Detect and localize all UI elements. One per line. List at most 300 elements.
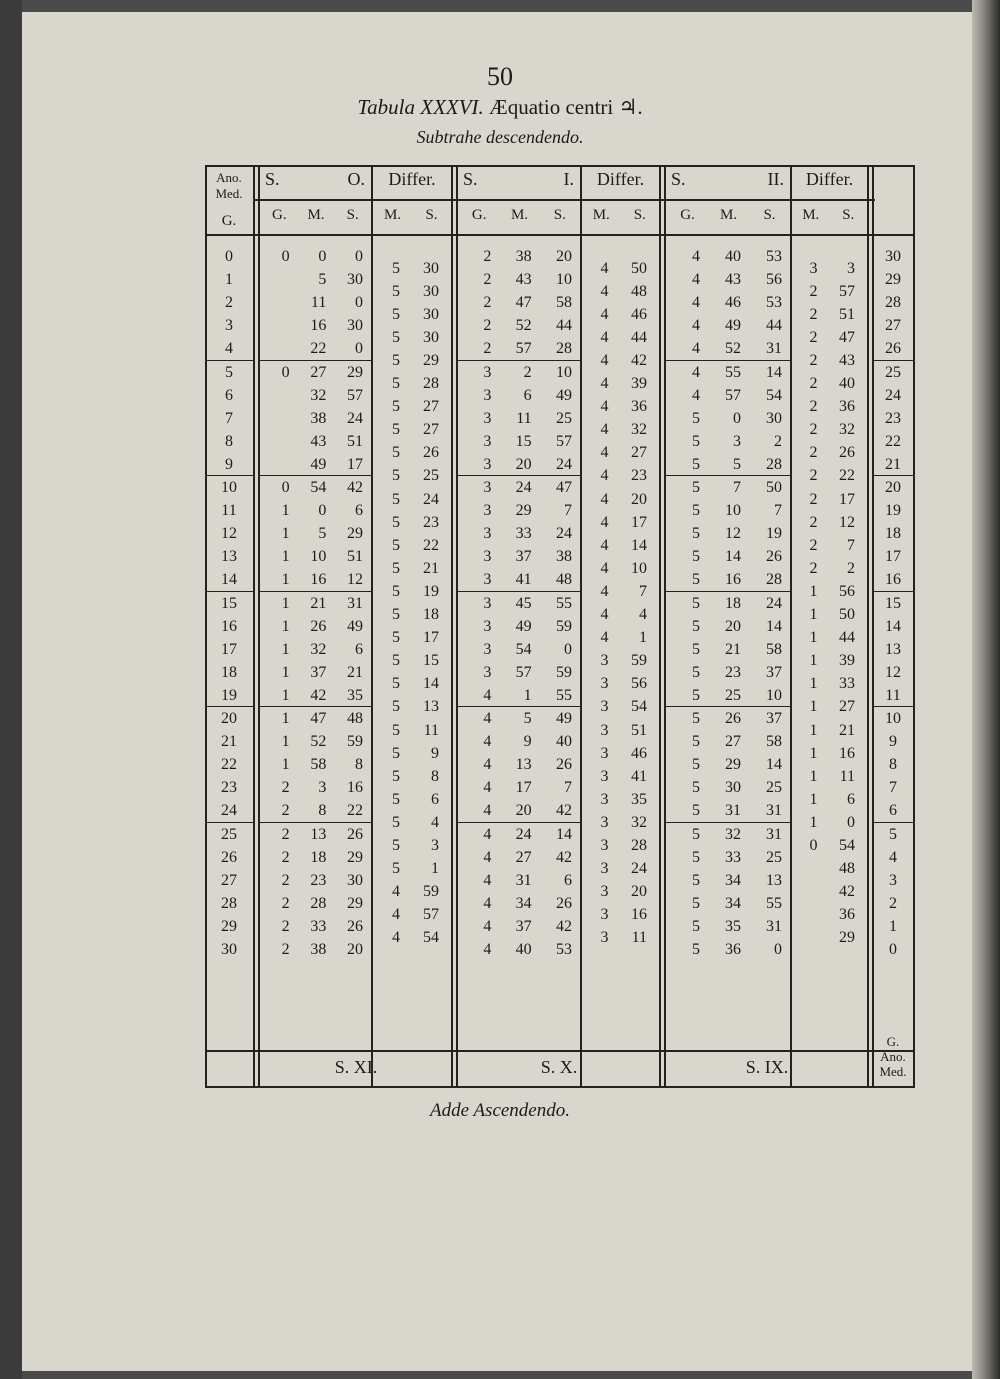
diff-cell: 1 xyxy=(809,813,818,831)
diff-cell: 3 xyxy=(600,790,609,808)
value-cell: 1 xyxy=(281,525,290,543)
value-cell: 2 xyxy=(281,848,290,866)
degree-left: 30 xyxy=(221,941,237,958)
group-rule xyxy=(456,706,580,707)
value-cell: 45 xyxy=(515,594,532,612)
diff-cell: 19 xyxy=(423,582,439,600)
sign2-left-b xyxy=(664,165,666,1086)
value-cell: 5 xyxy=(692,594,700,612)
value-cell: 21 xyxy=(310,594,327,612)
value-cell: 5 xyxy=(692,802,700,820)
value-cell: 8 xyxy=(318,802,327,820)
diff-cell: 44 xyxy=(839,629,855,647)
value-cell: 2 xyxy=(483,340,492,358)
diff-cell: 56 xyxy=(839,582,855,600)
diff-cell: 0 xyxy=(809,837,818,854)
value-cell: 57 xyxy=(515,340,532,358)
degree-right: 5 xyxy=(889,825,897,843)
group-rule xyxy=(258,475,371,476)
value-cell: 17 xyxy=(346,455,363,473)
value-cell: 49 xyxy=(515,617,532,635)
degree-right: 25 xyxy=(885,363,901,381)
diff-cell: 4 xyxy=(600,536,609,554)
value-cell: 30 xyxy=(346,871,363,889)
diff-cell: 3 xyxy=(600,906,609,924)
diff-cell: 4 xyxy=(392,906,400,924)
value-cell: 36 xyxy=(725,941,741,958)
diff-cell: 54 xyxy=(423,929,439,947)
diff-cell: 39 xyxy=(839,652,855,670)
value-cell: 21 xyxy=(346,663,363,681)
footer-rule xyxy=(205,1050,915,1052)
diff-cell: 2 xyxy=(809,305,818,323)
degree-left: 11 xyxy=(221,502,237,520)
title-rest: Æquatio centri ♃. xyxy=(489,95,643,119)
value-cell: 35 xyxy=(346,686,363,704)
value-cell: 24 xyxy=(515,825,532,843)
value-cell: 30 xyxy=(766,409,782,427)
diff-cell: 57 xyxy=(839,282,855,300)
diff-cell: 5 xyxy=(392,652,400,670)
diff-cell: 4 xyxy=(600,490,609,508)
degree-left: 23 xyxy=(221,779,237,797)
value-cell: 2 xyxy=(281,917,290,935)
value-cell: 13 xyxy=(766,871,782,889)
degree-left: 20 xyxy=(221,710,237,727)
diff-cell: 5 xyxy=(392,259,400,277)
diff-cell: 14 xyxy=(423,675,439,693)
value-cell: 1 xyxy=(281,640,290,658)
value-cell: 4 xyxy=(483,825,492,843)
diff-cell: 2 xyxy=(847,559,855,577)
degree-left: 5 xyxy=(225,363,233,381)
value-cell: 5 xyxy=(692,710,700,727)
diff-cell: 51 xyxy=(839,305,855,323)
value-cell: 57 xyxy=(555,432,572,450)
value-cell: 38 xyxy=(310,941,327,958)
value-cell: 53 xyxy=(555,941,572,958)
diff-sub-s: S. xyxy=(425,207,438,223)
value-cell: 7 xyxy=(563,502,572,520)
diff-sub-m: M. xyxy=(592,207,610,223)
sign-header-num: I. xyxy=(563,169,574,189)
value-cell: 47 xyxy=(555,479,572,496)
footer-med: Med. xyxy=(879,1064,907,1079)
value-cell: 0 xyxy=(281,479,290,496)
value-cell: 16 xyxy=(310,571,327,589)
value-cell: 22 xyxy=(346,802,363,820)
diff-cell: 1 xyxy=(809,721,818,739)
value-cell: 11 xyxy=(310,294,327,312)
value-cell: 29 xyxy=(515,502,532,520)
degree-left: 17 xyxy=(221,640,237,658)
degree-right: 14 xyxy=(885,617,901,635)
value-cell: 54 xyxy=(766,386,782,404)
value-cell: 4 xyxy=(483,756,492,774)
value-cell: 2 xyxy=(281,802,290,820)
value-cell: 52 xyxy=(515,317,532,335)
value-cell: 54 xyxy=(310,479,327,496)
right-degree-a xyxy=(867,165,869,1086)
diff-cell: 5 xyxy=(392,582,400,600)
diff-cell: 50 xyxy=(631,259,647,277)
diff-cell: 22 xyxy=(839,467,855,485)
value-cell: 5 xyxy=(692,871,700,889)
value-cell: 0 xyxy=(354,248,363,265)
degree-left: 16 xyxy=(221,617,237,635)
value-cell: 4 xyxy=(483,733,492,751)
diff-cell: 36 xyxy=(839,906,855,924)
value-cell: 1 xyxy=(281,548,290,566)
header-med: Med. xyxy=(215,186,243,201)
group-rule xyxy=(456,591,580,592)
value-cell: 5 xyxy=(692,409,700,427)
value-cell: 5 xyxy=(692,779,700,797)
diff-cell: 4 xyxy=(600,351,609,369)
degree-left: 19 xyxy=(221,686,237,704)
value-cell: 15 xyxy=(515,432,532,450)
group-rule xyxy=(258,360,371,361)
diff-sub-m: M. xyxy=(802,207,820,223)
diff-cell: 30 xyxy=(423,259,439,277)
value-cell: 2 xyxy=(483,294,492,312)
value-cell: 3 xyxy=(483,594,492,612)
value-cell: 55 xyxy=(766,894,782,912)
diff-cell: 3 xyxy=(600,813,609,831)
diff-cell: 28 xyxy=(423,375,439,392)
value-cell: 4 xyxy=(692,363,700,381)
value-cell: 54 xyxy=(515,640,532,658)
sign2-left-a xyxy=(659,165,661,1086)
sub-m: M. xyxy=(719,207,738,223)
sub-s: S. xyxy=(553,207,566,223)
diff-cell: 2 xyxy=(809,559,818,577)
diff-cell: 40 xyxy=(839,375,855,392)
diff-cell: 3 xyxy=(431,837,439,854)
value-cell: 47 xyxy=(310,710,327,727)
value-cell: 0 xyxy=(733,409,741,427)
value-cell: 1 xyxy=(281,502,290,520)
diff-cell: 6 xyxy=(847,790,855,808)
value-cell: 49 xyxy=(310,455,327,473)
degree-right: 0 xyxy=(889,941,897,958)
diff-cell: 3 xyxy=(600,698,609,716)
value-cell: 26 xyxy=(310,617,327,635)
value-cell: 1 xyxy=(281,571,290,589)
diff-cell: 4 xyxy=(392,883,400,901)
value-cell: 5 xyxy=(692,525,700,543)
value-cell: 6 xyxy=(523,386,532,404)
value-cell: 4 xyxy=(483,710,492,727)
value-cell: 34 xyxy=(725,871,741,889)
diff-cell: 29 xyxy=(423,351,439,369)
value-cell: 7 xyxy=(733,479,741,496)
diff-cell: 3 xyxy=(600,883,609,901)
value-cell: 1 xyxy=(281,710,290,727)
value-cell: 25 xyxy=(555,409,572,427)
value-cell: 2 xyxy=(523,363,532,381)
value-cell: 28 xyxy=(555,340,572,358)
degree-right: 29 xyxy=(885,271,901,289)
table-title xyxy=(0,95,1000,120)
group-rule xyxy=(872,591,913,592)
value-cell: 7 xyxy=(774,502,782,520)
value-cell: 5 xyxy=(692,617,700,635)
value-cell: 31 xyxy=(346,594,363,612)
diff-cell: 17 xyxy=(423,629,439,647)
value-cell: 33 xyxy=(515,525,532,543)
degree-left: 7 xyxy=(225,409,233,427)
degree-left: 15 xyxy=(221,594,237,612)
value-cell: 44 xyxy=(766,317,782,335)
diff-cell: 4 xyxy=(600,398,609,416)
value-cell: 29 xyxy=(346,525,363,543)
diff-cell: 1 xyxy=(431,860,439,878)
value-cell: 4 xyxy=(483,941,492,958)
diff-cell: 5 xyxy=(392,559,400,577)
value-cell: 9 xyxy=(523,733,532,751)
diff-cell: 43 xyxy=(839,351,855,369)
value-cell: 59 xyxy=(555,617,572,635)
diff-cell: 4 xyxy=(431,813,439,831)
value-cell: 25 xyxy=(766,848,782,866)
group-rule xyxy=(664,591,790,592)
diff-cell: 4 xyxy=(600,629,609,647)
value-cell: 0 xyxy=(281,248,290,265)
sign-header-s: S. xyxy=(265,169,280,189)
value-cell: 5 xyxy=(692,848,700,866)
value-cell: 1 xyxy=(281,617,290,635)
value-cell: 0 xyxy=(318,248,327,265)
degree-right: 10 xyxy=(885,710,901,727)
value-cell: 26 xyxy=(555,894,572,912)
header-g: G. xyxy=(221,213,237,229)
value-cell: 13 xyxy=(515,756,532,774)
value-cell: 29 xyxy=(346,848,363,866)
value-cell: 2 xyxy=(774,432,782,450)
degree-right: 13 xyxy=(885,640,901,658)
value-cell: 3 xyxy=(483,386,492,404)
sign2-diff-divider xyxy=(790,165,792,1086)
diff-cell: 27 xyxy=(631,444,647,462)
value-cell: 31 xyxy=(766,917,782,935)
value-cell: 29 xyxy=(346,363,363,381)
diff-cell: 33 xyxy=(839,675,855,693)
value-cell: 3 xyxy=(483,409,492,427)
value-cell: 0 xyxy=(774,941,782,958)
diff-cell: 5 xyxy=(392,398,400,416)
value-cell: 49 xyxy=(725,317,741,335)
diff-cell: 26 xyxy=(423,444,439,462)
bottom-sign: S. XI. xyxy=(334,1057,378,1077)
diff-cell: 5 xyxy=(392,629,400,647)
sub-g: G. xyxy=(272,207,287,223)
diff-cell: 35 xyxy=(631,790,647,808)
value-cell: 40 xyxy=(555,733,572,751)
value-cell: 3 xyxy=(483,455,492,473)
value-cell: 5 xyxy=(692,571,700,589)
diff-cell: 54 xyxy=(839,837,855,854)
value-cell: 2 xyxy=(483,317,492,335)
differ-header: Differ. xyxy=(388,169,436,189)
value-cell: 7 xyxy=(563,779,572,797)
value-cell: 3 xyxy=(483,663,492,681)
diff-cell: 57 xyxy=(423,906,439,924)
degree-right: 8 xyxy=(889,756,897,774)
table-bottom-rule xyxy=(205,1086,915,1088)
diff-cell: 5 xyxy=(392,813,400,831)
value-cell: 30 xyxy=(346,317,363,335)
value-cell: 42 xyxy=(555,802,572,820)
value-cell: 0 xyxy=(563,640,572,658)
diff-cell: 5 xyxy=(392,744,400,762)
group-rule xyxy=(872,706,913,707)
diff-cell: 2 xyxy=(809,282,818,300)
diff-cell: 47 xyxy=(839,328,855,346)
diff-cell: 21 xyxy=(423,559,439,577)
value-cell: 25 xyxy=(725,686,741,704)
value-cell: 58 xyxy=(766,733,782,751)
diff-cell: 4 xyxy=(600,444,609,462)
sign1-left-b xyxy=(456,165,458,1086)
diff-cell: 3 xyxy=(809,259,818,277)
right-border xyxy=(913,165,915,1086)
group-rule xyxy=(258,591,371,592)
degree-left: 18 xyxy=(221,663,237,681)
degree-right: 20 xyxy=(885,479,901,496)
value-cell: 49 xyxy=(346,617,363,635)
group-rule xyxy=(664,475,790,476)
value-cell: 2 xyxy=(281,894,290,912)
value-cell: 46 xyxy=(725,294,741,312)
degree-right: 21 xyxy=(885,455,901,473)
degree-left: 6 xyxy=(225,386,233,404)
book-gutter xyxy=(972,0,1000,1379)
diff-cell: 59 xyxy=(631,652,647,670)
value-cell: 12 xyxy=(725,525,741,543)
group-rule xyxy=(664,360,790,361)
value-cell: 26 xyxy=(555,756,572,774)
diff-cell: 3 xyxy=(600,652,609,670)
value-cell: 43 xyxy=(310,432,327,450)
value-cell: 1 xyxy=(281,733,290,751)
value-cell: 32 xyxy=(310,386,327,404)
value-cell: 3 xyxy=(733,432,741,450)
value-cell: 4 xyxy=(692,248,700,265)
diff-cell: 1 xyxy=(809,698,818,716)
degree-right: 27 xyxy=(885,317,901,335)
diff-cell: 42 xyxy=(839,883,855,901)
degree-left: 8 xyxy=(225,432,233,450)
value-cell: 4 xyxy=(483,848,492,866)
value-cell: 47 xyxy=(515,294,532,312)
diff-cell: 36 xyxy=(839,398,855,416)
value-cell: 5 xyxy=(692,502,700,520)
value-cell: 14 xyxy=(725,548,741,566)
value-cell: 26 xyxy=(346,917,363,935)
sub-m: M. xyxy=(510,207,529,223)
diff-cell: 4 xyxy=(600,282,609,300)
value-cell: 10 xyxy=(555,363,572,381)
value-cell: 23 xyxy=(310,871,327,889)
value-cell: 5 xyxy=(692,941,700,958)
value-cell: 27 xyxy=(515,848,532,866)
degree-right: 23 xyxy=(885,409,901,427)
sign-header-s: S. xyxy=(671,169,686,189)
degree-right: 26 xyxy=(885,340,901,358)
value-cell: 4 xyxy=(483,894,492,912)
value-cell: 4 xyxy=(483,917,492,935)
sub-s: S. xyxy=(763,207,776,223)
value-cell: 14 xyxy=(766,617,782,635)
value-cell: 6 xyxy=(563,871,572,889)
group-rule xyxy=(205,360,255,361)
diff-sub-m: M. xyxy=(383,207,402,223)
differ-header: Differ. xyxy=(596,169,645,189)
diff-cell: 3 xyxy=(600,675,609,693)
value-cell: 2 xyxy=(483,248,492,265)
diff-cell: 39 xyxy=(631,375,647,392)
diff-cell: 7 xyxy=(847,536,855,554)
page-edge xyxy=(0,0,22,1379)
value-cell: 14 xyxy=(555,825,572,843)
value-cell: 1 xyxy=(281,594,290,612)
value-cell: 2 xyxy=(281,871,290,889)
value-cell: 10 xyxy=(725,502,741,520)
value-cell: 34 xyxy=(725,894,741,912)
diff-cell: 5 xyxy=(392,790,400,808)
diff-cell: 5 xyxy=(392,698,400,716)
value-cell: 31 xyxy=(725,802,741,820)
group-rule xyxy=(205,475,255,476)
value-cell: 34 xyxy=(515,894,532,912)
title-tabula: Tabula XXXVI. xyxy=(357,95,484,119)
diff-cell: 1 xyxy=(809,767,818,785)
value-cell: 6 xyxy=(354,640,363,658)
diff-cell: 3 xyxy=(600,860,609,878)
diff-cell: 3 xyxy=(600,744,609,762)
value-cell: 49 xyxy=(555,710,572,727)
value-cell: 5 xyxy=(692,894,700,912)
diff-cell: 5 xyxy=(392,305,400,323)
value-cell: 4 xyxy=(692,271,700,289)
sub-g: G. xyxy=(680,207,695,223)
diff-cell: 3 xyxy=(600,767,609,785)
value-cell: 5 xyxy=(692,917,700,935)
degree-left: 22 xyxy=(221,756,237,774)
value-cell: 4 xyxy=(483,871,492,889)
value-cell: 52 xyxy=(725,340,741,358)
value-cell: 14 xyxy=(766,756,782,774)
value-cell: 20 xyxy=(346,941,363,958)
diff-cell: 1 xyxy=(809,744,818,762)
value-cell: 14 xyxy=(766,363,782,381)
value-cell: 4 xyxy=(692,317,700,335)
value-cell: 40 xyxy=(725,248,741,265)
subheader-rule-left xyxy=(255,199,875,201)
diff-cell: 5 xyxy=(392,490,400,508)
degree-right: 22 xyxy=(885,432,901,450)
diff-cell: 10 xyxy=(631,559,647,577)
table-top-rule xyxy=(205,165,915,167)
value-cell: 27 xyxy=(310,363,327,381)
degree-left: 10 xyxy=(221,479,237,496)
value-cell: 53 xyxy=(766,294,782,312)
degree-left: 2 xyxy=(225,294,233,312)
diff-cell: 14 xyxy=(631,536,647,554)
degree-right: 2 xyxy=(889,894,897,912)
value-cell: 30 xyxy=(725,779,741,797)
